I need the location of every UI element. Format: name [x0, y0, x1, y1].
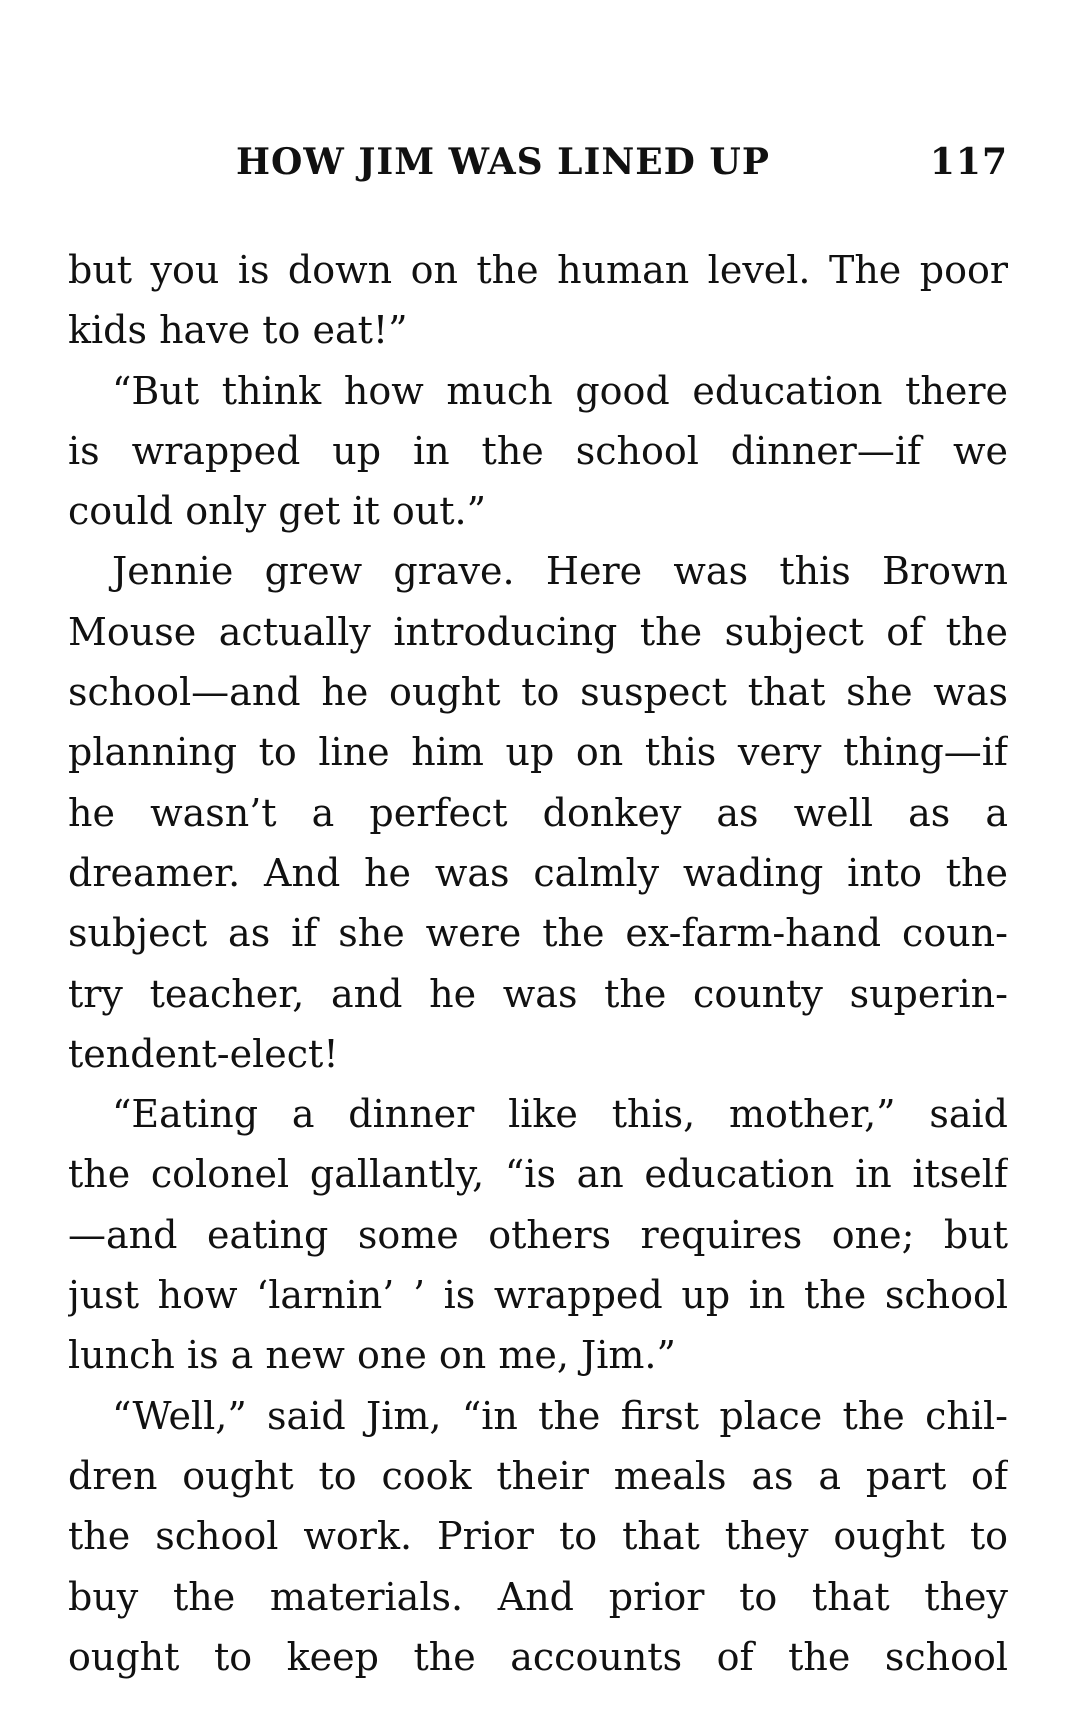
text-line: lunch is a new one on me, Jim.”	[68, 1333, 676, 1378]
text-line: Mouse actually introducing the subject of the	[68, 609, 1008, 654]
running-title: HOW JIM WAS LINED UP	[236, 141, 770, 183]
text-line: is wrapped up in the school dinner—if we	[68, 428, 1008, 473]
text-line: “But think how much good education there	[112, 368, 1008, 413]
text-line: planning to line him up on this very thing—if	[68, 730, 1008, 775]
text-line: subject as if she were the ex-farm-hand coun-	[68, 911, 1008, 956]
text-line: tendent-elect!	[68, 1031, 339, 1076]
text-line: try teacher, and he was the county superin-	[68, 971, 1008, 1016]
text-line: could only get it out.”	[68, 489, 487, 534]
text-line: dreamer. And he was calmly wading into the	[68, 850, 1008, 895]
text-line: the school work. Prior to that they ought to	[68, 1514, 1008, 1559]
body-text	[68, 240, 1008, 1687]
text-line: but you is down on the human level. The poor	[68, 248, 1008, 292]
text-line: “Eating a dinner like this, mother,” said	[112, 1092, 1008, 1137]
running-head	[68, 141, 1008, 191]
page-number: 117	[929, 141, 1008, 183]
text-line: buy the materials. And prior to that they	[68, 1574, 1008, 1619]
text-line: just how ‘larnin’ ’ is wrapped up in the school	[68, 1273, 1008, 1318]
text-line: school—and he ought to suspect that she was	[68, 670, 1008, 715]
text-line: he wasn’t a perfect donkey as well as a	[68, 790, 1008, 835]
text-line: Jennie grew grave. Here was this Brown	[112, 549, 1008, 594]
text-line: the colonel gallantly, “is an education in itself	[68, 1152, 1008, 1197]
text-line: ought to keep the accounts of the school	[68, 1634, 1008, 1679]
text-line: dren ought to cook their meals as a part of	[68, 1453, 1008, 1498]
text-line: kids have to eat!”	[68, 308, 408, 353]
text-line: —and eating some others requires one; but	[68, 1212, 1008, 1257]
text-line: “Well,” said Jim, “in the first place the chil-	[112, 1393, 1008, 1438]
